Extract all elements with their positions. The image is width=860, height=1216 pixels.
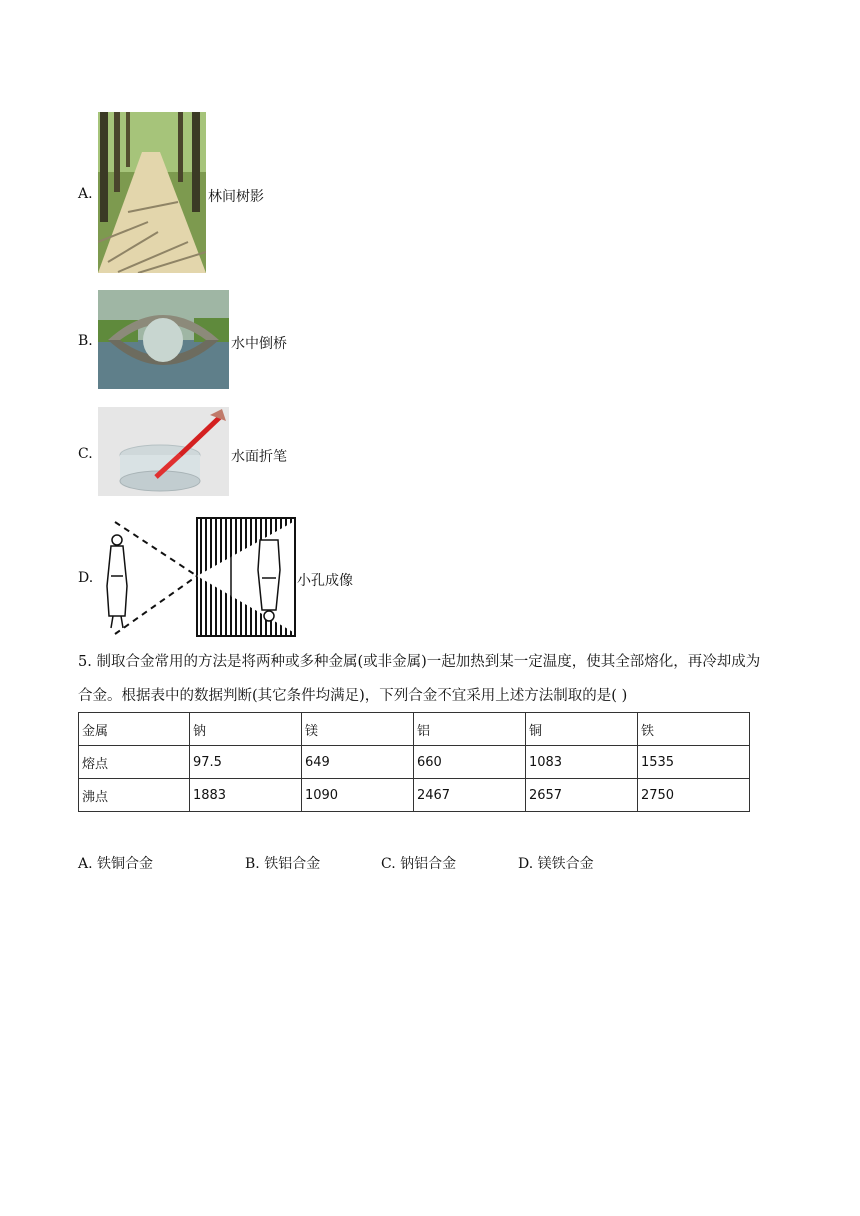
table-cell: 沸点 bbox=[79, 779, 190, 812]
table-row bbox=[79, 746, 750, 779]
answer-c[interactable]: C. 钠铝合金 bbox=[381, 856, 457, 872]
option-b-letter: B. bbox=[78, 333, 93, 349]
table-cell: 660 bbox=[413, 746, 525, 779]
table-cell: 1535 bbox=[637, 746, 749, 779]
table-cell: 2750 bbox=[637, 779, 749, 812]
question-5-line-2: 合金。根据表中的数据判断(其它条件均满足)，下列合金不宜采用上述方法制取的是( ) bbox=[78, 688, 628, 704]
table-cell: 1883 bbox=[189, 779, 301, 812]
table-cell: 金属 bbox=[79, 713, 190, 746]
answer-a[interactable]: A. 铁铜合金 bbox=[78, 856, 154, 872]
table-cell: 2657 bbox=[525, 779, 637, 812]
option-d-caption: 小孔成像 bbox=[297, 573, 353, 589]
table-cell: 铁 bbox=[637, 713, 749, 746]
bent-pen-image bbox=[98, 407, 229, 496]
answer-d[interactable]: D. 镁铁合金 bbox=[518, 856, 594, 872]
table-cell: 649 bbox=[301, 746, 413, 779]
table-cell: 铜 bbox=[525, 713, 637, 746]
answer-b[interactable]: B. 铁铝合金 bbox=[245, 856, 321, 872]
option-a-letter: A. bbox=[78, 186, 93, 202]
option-a-caption: 林间树影 bbox=[208, 189, 264, 205]
table-cell: 1083 bbox=[525, 746, 637, 779]
table-cell: 熔点 bbox=[79, 746, 190, 779]
option-c-caption: 水面折笔 bbox=[231, 449, 287, 465]
table-row bbox=[79, 779, 750, 812]
option-c-letter: C. bbox=[78, 446, 93, 462]
question-5-line-1: 5. 制取合金常用的方法是将两种或多种金属(或非金属)一起加热到某一定温度，使其全部熔化，再冷却成为 bbox=[78, 654, 761, 670]
table-cell: 镁 bbox=[301, 713, 413, 746]
metal-data-table bbox=[78, 712, 750, 812]
option-b-caption: 水中倒桥 bbox=[231, 336, 287, 352]
option-d-letter: D. bbox=[78, 570, 94, 586]
table-row bbox=[79, 713, 750, 746]
table-cell: 钠 bbox=[189, 713, 301, 746]
table-cell: 2467 bbox=[413, 779, 525, 812]
table-cell: 97.5 bbox=[189, 746, 301, 779]
table-cell: 1090 bbox=[301, 779, 413, 812]
table-cell: 铝 bbox=[413, 713, 525, 746]
forest-shadow-image bbox=[98, 112, 206, 273]
bridge-reflection-image bbox=[98, 290, 229, 389]
pinhole-imaging-image bbox=[97, 516, 297, 638]
